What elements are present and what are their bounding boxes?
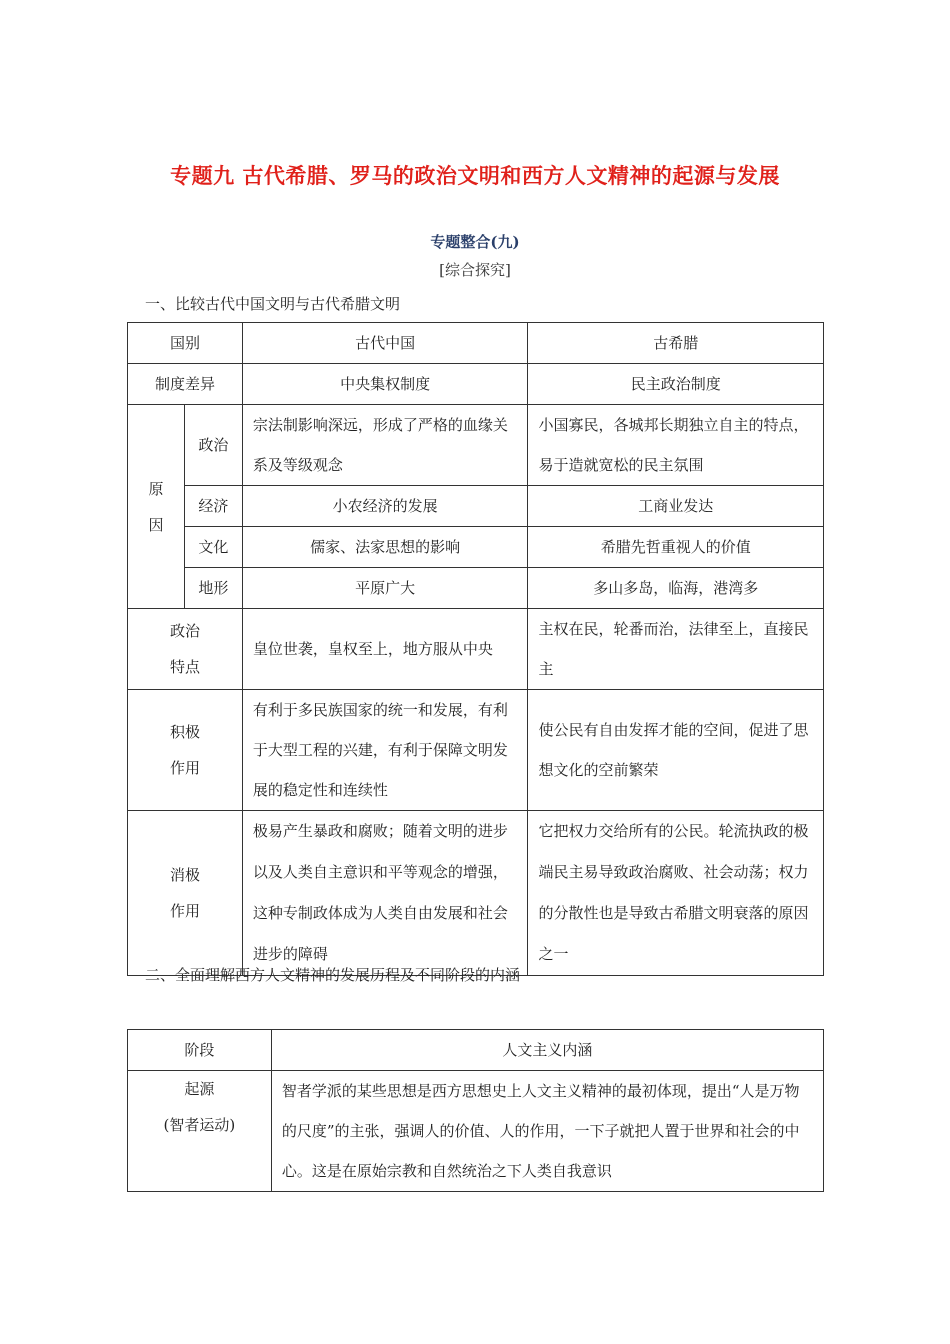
table-cell: 主权在民，轮番而治，法律至上，直接民主 <box>528 609 824 690</box>
table-cell: 宗法制影响深远，形成了严格的血缘关系及等级观念 <box>242 405 528 486</box>
table-row <box>128 323 824 364</box>
table-row <box>128 568 824 609</box>
section-subtitle: 专题整合(九) <box>430 233 520 251</box>
table-cell: 消极 作用 <box>128 811 243 976</box>
table-cell: 文化 <box>184 527 242 568</box>
table-cell: 经济 <box>184 486 242 527</box>
table-row <box>128 364 824 405</box>
table-cell: 希腊先哲重视人的价值 <box>528 527 824 568</box>
humanism-table <box>127 1029 824 1192</box>
table-cell: 国别 <box>128 323 243 364</box>
section-heading-1: 一、比较古代中国文明与古代希腊文明 <box>145 295 401 313</box>
table-row <box>128 1071 824 1192</box>
section-heading-2: 二、全面理解西方人文精神的发展历程及不同阶段的内涵 <box>145 966 521 984</box>
comparison-table <box>127 322 824 976</box>
table-cell: 智者学派的某些思想是西方思想史上人文主义精神的最初体现，提出“人是万物的尺度”的主张，强调人的价值、人的作用，一下子就把人置于世界和社会的中心。这是在原始宗教和自然统治之下人类自我意识 <box>271 1071 823 1192</box>
table-cell: 人文主义内涵 <box>271 1030 823 1071</box>
table-cell: 小农经济的发展 <box>242 486 528 527</box>
table-cell: 有利于多民族国家的统一和发展，有利于大型工程的兴建，有利于保障文明发展的稳定性和连续性 <box>242 690 528 811</box>
table-row <box>128 1030 824 1071</box>
table-row <box>128 486 824 527</box>
table-row <box>128 609 824 690</box>
table-cell: 儒家、法家思想的影响 <box>242 527 528 568</box>
table-cell: 工商业发达 <box>528 486 824 527</box>
table-cell: 地形 <box>184 568 242 609</box>
table-cell: 民主政治制度 <box>528 364 824 405</box>
table-cell: 积极 作用 <box>128 690 243 811</box>
table-cell: 政治 特点 <box>128 609 243 690</box>
table-cell: 阶段 <box>128 1030 272 1071</box>
table-row <box>128 811 824 976</box>
table-row <box>128 690 824 811</box>
table-cell: 小国寡民，各城邦长期独立自主的特点，易于造就宽松的民主氛围 <box>528 405 824 486</box>
table-cell: 古代中国 <box>242 323 528 364</box>
table-cell: 多山多岛，临海，港湾多 <box>528 568 824 609</box>
table-cell: 皇位世袭，皇权至上，地方服从中央 <box>242 609 528 690</box>
table-cell: 制度差异 <box>128 364 243 405</box>
table-cell: 古希腊 <box>528 323 824 364</box>
table-row <box>128 527 824 568</box>
page-title: 专题九 古代希腊、罗马的政治文明和西方人文精神的起源与发展 <box>170 163 780 188</box>
table-row <box>128 405 824 486</box>
table-cell: 中央集权制度 <box>242 364 528 405</box>
table-cell: 政治 <box>184 405 242 486</box>
table-cell: 它把权力交给所有的公民。轮流执政的极端民主易导致政治腐败、社会动荡；权力的分散性也是导致古希腊文明衰落的原因之一 <box>528 811 824 976</box>
table-cell: 起源 (智者运动) <box>128 1071 272 1192</box>
table-cell: 原 因 <box>128 405 185 609</box>
table-cell: 使公民有自由发挥才能的空间，促进了思想文化的空前繁荣 <box>528 690 824 811</box>
table-cell: 极易产生暴政和腐败；随着文明的进步以及人类自主意识和平等观念的增强，这种专制政体成为人类自由发展和社会进步的障碍 <box>242 811 528 976</box>
section-tag: [综合探究] <box>439 261 511 279</box>
table-cell: 平原广大 <box>242 568 528 609</box>
